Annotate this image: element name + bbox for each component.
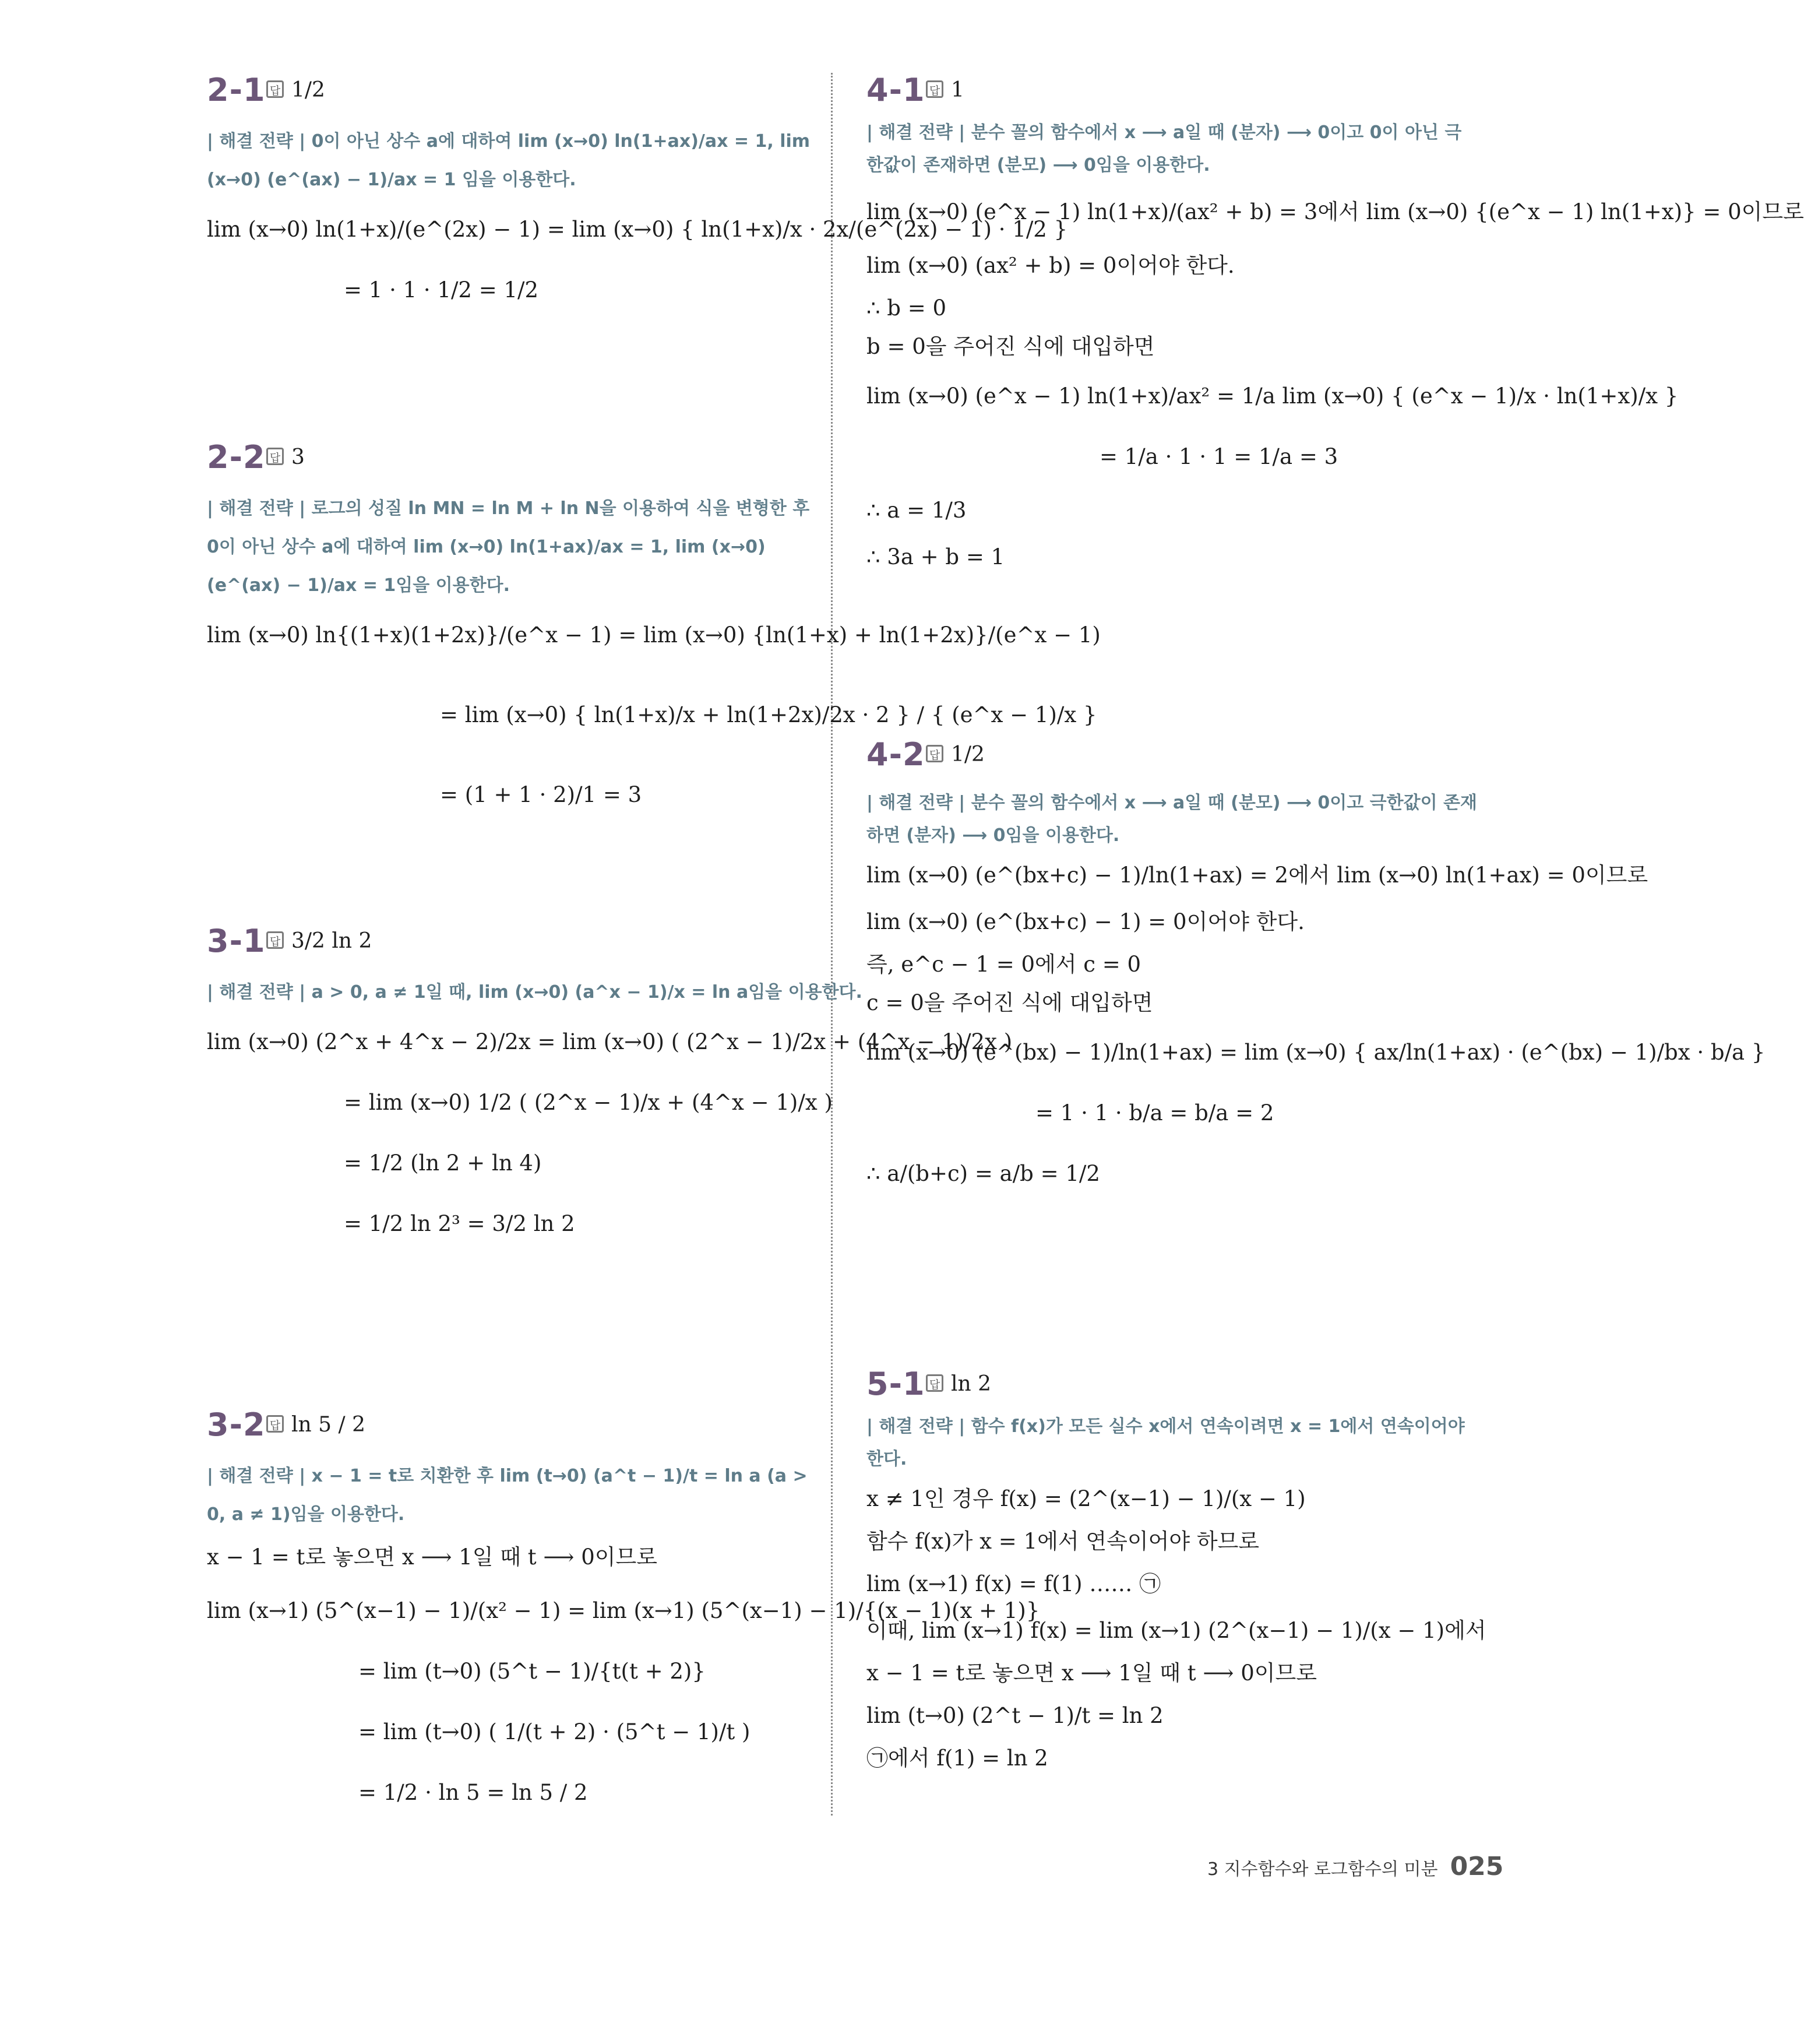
- problem-number: 4-2: [866, 736, 925, 773]
- solution-line: ∴ b = 0: [866, 295, 947, 321]
- solution-line: = 1 · 1 · b/a = b/a = 2: [1035, 1100, 1274, 1125]
- problem-number: 3-2: [207, 1406, 266, 1443]
- solution-strategy: | 해결 전략 | 로그의 성질 ln MN = ln M + ln N을 이용하여 식을 변형한 후 0이 아닌 상수 a에 대하여 lim (x→0) ln(1+ax)/ax = 1, lim (x→0) (e^(ax) − 1)/ax = 1임을 이용한다.: [207, 498, 810, 596]
- solution-line: = 1/a · 1 · 1 = 1/a = 3: [1100, 444, 1338, 469]
- solution-line: lim (t→0) (2^t − 1)/t = ln 2: [866, 1703, 1164, 1728]
- solution-line: lim (x→0) (ax² + b) = 0이어야 한다.: [866, 253, 1235, 278]
- solution-strategy: | 해결 전략 | a > 0, a ≠ 1일 때, lim (x→0) (a^x − 1)/x = ln a임을 이용한다.: [207, 982, 862, 1002]
- page-number: 025: [1450, 1852, 1504, 1881]
- solution-line: lim (x→0) (e^x − 1) ln(1+x)/ax² = 1/a lim (x→0) { (e^x − 1)/x · ln(1+x)/x }: [866, 384, 1679, 409]
- problem-4-1: [866, 64, 1804, 581]
- solution-line: 이때, lim (x→1) f(x) = lim (x→1) (2^(x−1) − 1)/(x − 1)에서: [866, 1618, 1486, 1643]
- solution-line: = 1/2 · ln 5 = ln 5 / 2: [358, 1780, 588, 1805]
- solution-line: = (1 + 1 · 2)/1 = 3: [440, 782, 642, 807]
- solution-line: lim (x→0) ln{(1+x)(1+2x)}/(e^x − 1) = lim (x→0) {ln(1+x) + ln(1+2x)}/(e^x − 1): [207, 622, 1101, 648]
- answer-badge-icon: 답: [926, 80, 943, 98]
- answer-badge-icon: 답: [266, 1415, 284, 1433]
- solution-line: ∴ 3a + b = 1: [866, 544, 1005, 569]
- answer-value: ln 2: [951, 1372, 992, 1396]
- solution-line: = lim (x→0) { ln(1+x)/x + ln(1+2x)/2x · 2 } / { (e^x − 1)/x }: [440, 702, 1097, 727]
- solution-line: 즉, e^c − 1 = 0에서 c = 0: [866, 952, 1141, 977]
- solution-line: = lim (t→0) (5^t − 1)/{t(t + 2)}: [358, 1659, 706, 1684]
- problem-4-2: [866, 729, 1766, 1204]
- problem-number: 5-1: [866, 1366, 925, 1402]
- solution-line: lim (x→0) (e^(bx+c) − 1) = 0이어야 한다.: [866, 909, 1305, 934]
- answer-badge-icon: 답: [926, 745, 943, 762]
- solution-strategy: | 해결 전략 | 분수 꼴의 함수에서 x ⟶ a일 때 (분자) ⟶ 0이고 0이 아닌 극한값이 존재하면 (분모) ⟶ 0임을 이용한다.: [866, 122, 1462, 175]
- answer-value: 1/2: [291, 78, 325, 102]
- solution-line: x − 1 = t로 놓으면 x ⟶ 1일 때 t ⟶ 0이므로: [207, 1545, 657, 1570]
- solution-line: lim (x→1) (5^(x−1) − 1)/(x² − 1) = lim (x→1) (5^(x−1) − 1)/{(x − 1)(x + 1)}: [207, 1598, 1040, 1623]
- solution-line: lim (x→0) ln(1+x)/(e^(2x) − 1) = lim (x→0) { ln(1+x)/x · 2x/(e^(2x) − 1) · 1/2 }: [207, 217, 1068, 242]
- solution-line: = 1/2 (ln 2 + ln 4): [344, 1151, 542, 1176]
- answer-badge-icon: 답: [266, 80, 284, 98]
- solution-line: = lim (x→0) 1/2 ( (2^x − 1)/x + (4^x − 1)/x ): [344, 1090, 833, 1115]
- answer-badge-icon: 답: [266, 448, 284, 465]
- solution-line: ∴ a = 1/3: [866, 498, 967, 523]
- solution-line: lim (x→0) (e^(bx+c) − 1)/ln(1+ax) = 2에서 lim (x→0) ln(1+ax) = 0이므로: [866, 863, 1648, 888]
- solution-strategy: | 해결 전략 | 분수 꼴의 함수에서 x ⟶ a일 때 (분모) ⟶ 0이고 극한값이 존재하면 (분자) ⟶ 0임을 이용한다.: [866, 793, 1478, 846]
- solution-line: lim (x→0) (2^x + 4^x − 2)/2x = lim (x→0) ( (2^x − 1)/2x + (4^x − 1)/2x ): [207, 1029, 1013, 1054]
- solution-strategy: | 해결 전략 | 0이 아닌 상수 a에 대하여 lim (x→0) ln(1+ax)/ax = 1, lim (x→0) (e^(ax) − 1)/ax = 1 임을 이용한다.: [207, 131, 811, 190]
- solution-line: x − 1 = t로 놓으면 x ⟶ 1일 때 t ⟶ 0이므로: [866, 1660, 1317, 1686]
- answer-badge-icon: 답: [266, 931, 284, 949]
- solution-line: ∴ a/(b+c) = a/b = 1/2: [866, 1161, 1100, 1186]
- solution-line: = 1/2 ln 2³ = 3/2 ln 2: [344, 1211, 575, 1236]
- problem-number: 2-1: [207, 72, 266, 108]
- answer-value: 1: [951, 78, 964, 102]
- solution-line: lim (x→1) f(x) = f(1) …… ㉠: [866, 1571, 1161, 1596]
- solution-strategy: | 해결 전략 | 함수 f(x)가 모든 실수 x에서 연속이려면 x = 1에서 연속이어야 한다.: [866, 1416, 1465, 1469]
- problem-number: 2-2: [207, 439, 266, 476]
- answer-value: 1/2: [951, 743, 985, 766]
- solution-line: x ≠ 1인 경우 f(x) = (2^(x−1) − 1)/(x − 1): [866, 1486, 1306, 1511]
- solution-line: 함수 f(x)가 x = 1에서 연속이어야 하므로: [866, 1529, 1260, 1554]
- solution-line: lim (x→0) (e^(bx) − 1)/ln(1+ax) = lim (x→0) { ax/ln(1+ax) · (e^(bx) − 1)/bx · b/a }: [866, 1040, 1766, 1065]
- problem-5-1: [866, 1358, 1486, 1778]
- problem-number: 4-1: [866, 72, 925, 108]
- solution-line: c = 0을 주어진 식에 대입하면: [866, 990, 1153, 1015]
- answer-badge-icon: 답: [926, 1374, 943, 1392]
- solution-strategy: | 해결 전략 | x − 1 = t로 치환한 후 lim (t→0) (a^t − 1)/t = ln a (a > 0, a ≠ 1)임을 이용한다.: [207, 1466, 808, 1525]
- answer-value: 3: [291, 445, 305, 469]
- column-divider: [831, 73, 833, 1816]
- page-footer: [1207, 1846, 1503, 1887]
- solution-line: = lim (t→0) ( 1/(t + 2) · (5^t − 1)/t ): [358, 1719, 751, 1744]
- chapter-title: 3 지수함수와 로그함수의 미분: [1207, 1859, 1438, 1880]
- problem-number: 3-1: [207, 923, 266, 959]
- solution-line: ㉠에서 f(1) = ln 2: [866, 1746, 1048, 1771]
- solution-line: lim (x→0) (e^x − 1) ln(1+x)/(ax² + b) = 3에서 lim (x→0) {(e^x − 1) ln(1+x)} = 0이므로: [866, 199, 1804, 224]
- answer-value: 3/2 ln 2: [291, 929, 372, 953]
- solution-line: = 1 · 1 · 1/2 = 1/2: [344, 277, 539, 302]
- solution-line: b = 0을 주어진 식에 대입하면: [866, 334, 1155, 359]
- answer-value: ln 5 / 2: [291, 1413, 365, 1437]
